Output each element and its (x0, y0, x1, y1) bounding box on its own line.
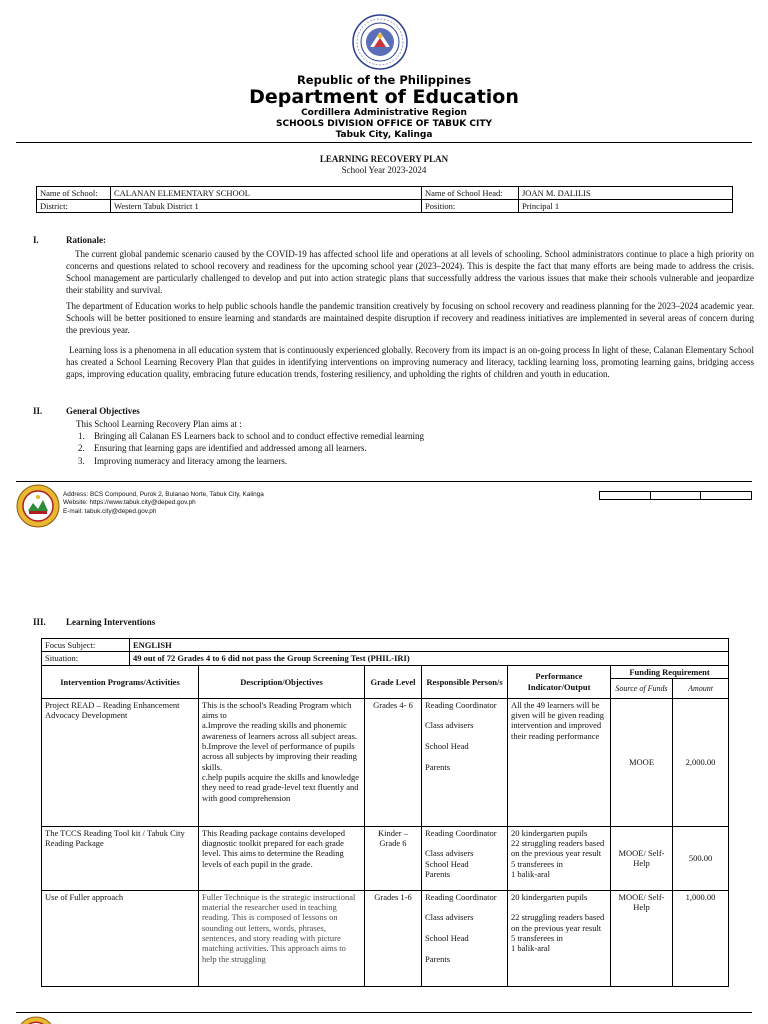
focus-label: Focus Subject: (42, 639, 130, 652)
objectives-title: General Objectives (66, 406, 140, 416)
division-logo-icon (16, 1016, 56, 1024)
district-label: District: (37, 200, 111, 213)
document-code-boxes (599, 491, 752, 500)
objectives-intro: This School Learning Recovery Plan aims at : (76, 419, 242, 429)
interventions-number: III. (33, 617, 46, 627)
page-bottom-divider (16, 1012, 752, 1013)
row-source: MOOE/ Self-Help (611, 826, 673, 890)
row-amount: 2,000.00 (673, 698, 729, 826)
header-funding: Funding Requirement (611, 665, 729, 678)
interventions-title: Learning Interventions (66, 617, 156, 627)
row-indicator: 20 kindergarten pupils 22 struggling readers based on the previous year result 5 transferees in 1 balik-aral (508, 826, 611, 890)
situation-value: 49 out of 72 Grades 4 to 6 did not pass the Group Screening Test (PHIL-IRI) (130, 652, 729, 665)
division-logo-icon (16, 484, 60, 528)
position-label: Position: (422, 200, 519, 213)
school-value: CALANAN ELEMENTARY SCHOOL (111, 187, 422, 200)
list-item: 1. Bringing all Calanan ES Learners back to school and to conduct effective remedial learning (78, 431, 424, 441)
row-indicator: 20 kindergarten pupils 22 struggling readers based on the previous year result 5 transferees in 1 balik-aral (508, 890, 611, 986)
row-responsible: Reading Coordinator Class advisers School Head Parents (422, 698, 508, 826)
division-heading: SCHOOLS DIVISION OFFICE OF TABUK CITY (276, 119, 492, 129)
row-program: The TCCS Reading Tool kit / Tabuk City Reading Package (42, 826, 199, 890)
row-source: MOOE (611, 698, 673, 826)
header-divider (16, 142, 752, 143)
head-label: Name of School Head: (422, 187, 519, 200)
footer-address: Address: BCS Compound, Purok 2, Bulanao Norte, Tabuk City, Kalinga (63, 491, 264, 498)
rationale-paragraph-3: Learning loss is a phenomena in all education system that is continuously experienced globally. Recovery from its impact is an on-going process In light of these, Calanan Elementary School has created a School Learning Recovery Plan that guides in identifying interventions on improving numeracy and literacy, tackling learning loss, promoting learning gains, bridging access gaps, improving education quality, embracing future education trends, fostering resiliency, and upholding the rights of children and youth in education. (66, 345, 754, 380)
deped-seal-icon (352, 14, 408, 70)
header-grade: Grade Level (365, 665, 422, 698)
objectives-number: II. (33, 406, 43, 416)
row-description: This Reading package contains developed diagnostic toolkit prepared for each grade level. This aims to determine the Reading levels of each pupil in the grade. (199, 826, 365, 890)
row-grade: Kinder – Grade 6 (365, 826, 422, 890)
interventions-table (41, 638, 729, 987)
header-responsible: Responsible Person/s (422, 665, 508, 698)
row-amount: 1,000.00 (673, 890, 729, 986)
header-amount: Amount (673, 678, 729, 698)
focus-value: ENGLISH (130, 639, 729, 652)
table-row (42, 826, 729, 890)
row-responsible: Reading Coordinator Class advisers School Head Parents (422, 890, 508, 986)
footer-divider (16, 481, 752, 482)
row-grade: Grades 1-6 (365, 890, 422, 986)
school-info-table (36, 186, 733, 213)
position-value: Principal 1 (519, 200, 733, 213)
rationale-paragraph-1: The current global pandemic scenario caused by the COVID-19 has affected school life and operations at all levels of schooling. School administrators continue to place a high priority on concerns and questions related to school recovery and readiness for the upcoming school year (2023–2024). This is despite the fact that many efforts are being made to address the crisis. School management are particularly challenged to develop and put into action strategic plans that successfully address the various issues that make their schools vulnerable and jeopardize their stability and survival. (66, 249, 754, 296)
republic-heading: Republic of the Philippines (296, 73, 472, 87)
header-source: Source of Funds (611, 678, 673, 698)
school-label: Name of School: (37, 187, 111, 200)
city-heading: Tabuk City, Kalinga (335, 130, 433, 140)
row-indicator: All the 49 learners will be given will be given reading intervention and improved their reading performance (508, 698, 611, 826)
row-description: Fuller Technique is the strategic instructional material the researcher used in teaching reading. This is composed of lessons on sounding out letters, words, phrases, sentences, and story reading with picture matching activities. This approach aims to help the struggling (199, 890, 365, 986)
header-indicator: Performance Indicator/Output (508, 665, 611, 698)
header-description: Description/Objectives (199, 665, 365, 698)
row-source: MOOE/ Self-Help (611, 890, 673, 986)
table-row (42, 890, 729, 986)
row-amount: 500.00 (673, 826, 729, 890)
department-heading: Department of Education (249, 86, 519, 108)
situation-label: Situation: (42, 652, 130, 665)
footer-website: Website: https://www.tabuk.city@deped.gov.ph (63, 499, 196, 507)
list-item: 2. Ensuring that learning gaps are identified and addressed among all learners. (78, 443, 367, 454)
head-value: JOAN M. DALILIS (519, 187, 733, 200)
footer-email: E-mail: tabuk.city@deped.gov.ph (63, 507, 157, 515)
list-item: 3. Improving numeracy and literacy among the learners. (78, 455, 288, 466)
objectives-list (78, 430, 734, 467)
row-program: Project READ – Reading Enhancement Advocacy Development (42, 698, 199, 826)
district-value: Western Tabuk District 1 (111, 200, 422, 213)
row-program: Use of Fuller approach (42, 890, 199, 986)
row-grade: Grades 4- 6 (365, 698, 422, 826)
region-heading: Cordillera Administrative Region (301, 108, 467, 118)
rationale-paragraph-2: The department of Education works to help public schools handle the pandemic transition creatively by focusing on school recovery and readiness planning for the 2023–2024 academic year. Schools will be better positioned to ensure learning and standards are maintained despite disruption if recovery and readiness initiatives are implemented in several areas of concern during the previous year. (66, 301, 754, 336)
row-responsible: Reading Coordinator Class advisers School Head Parents (422, 826, 508, 890)
table-row (42, 698, 729, 826)
plan-school-year: School Year 2023-2024 (341, 165, 427, 175)
rationale-number: I. (33, 235, 39, 245)
row-description: This is the school's Reading Program which aims to a.Improve the reading skills and phonemic awareness of learners across all subject areas. b.Improve the level of performance of pupils across all subjects by improving their reading skills. c.help pupils acquire the skills and knowledge they need to read grade-level text fluently and with good comprehension (199, 698, 365, 826)
rationale-title: Rationale: (66, 235, 106, 245)
header-program: Intervention Programs/Activities (42, 665, 199, 698)
plan-title: LEARNING RECOVERY PLAN (319, 154, 449, 164)
footer-contact (63, 491, 264, 516)
